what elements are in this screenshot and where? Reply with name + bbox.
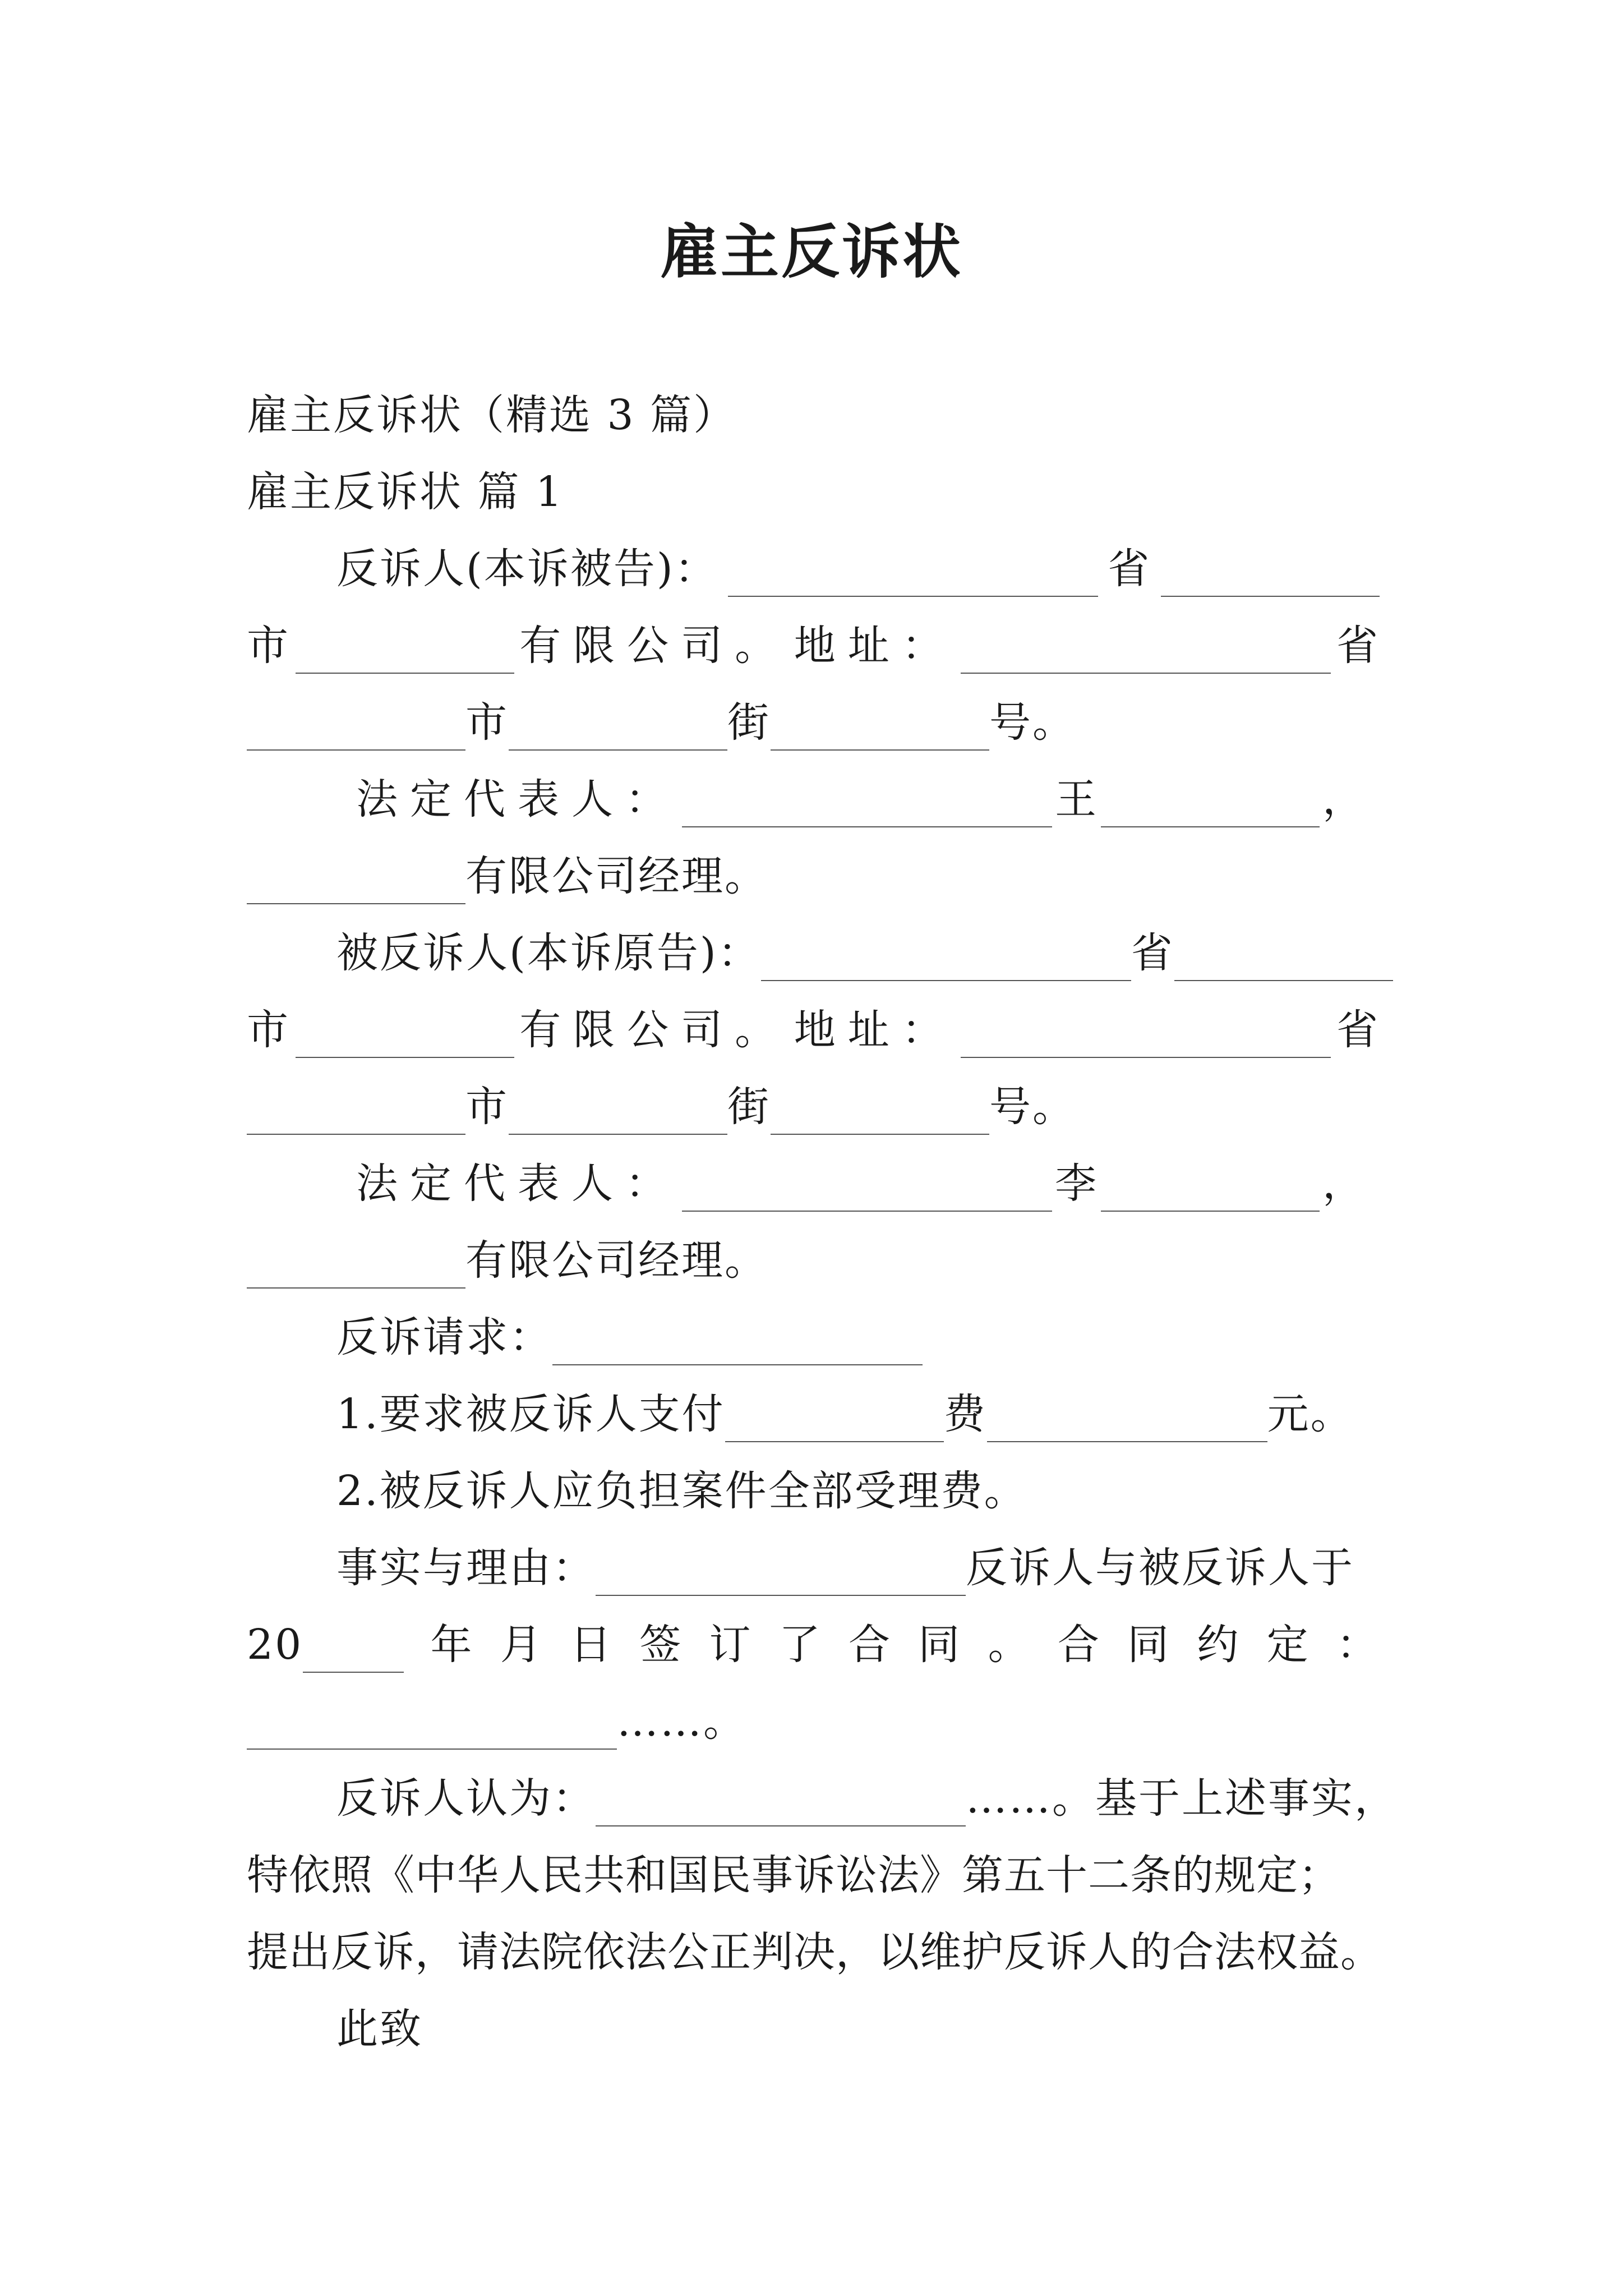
closing: 此致 (336, 2005, 423, 2053)
claim-2: 2.被反诉人应负担案件全部受理费。 (336, 1467, 1027, 1515)
blank-field[interactable] (303, 1628, 404, 1673)
blank-field[interactable] (247, 1244, 465, 1289)
claims-label-line: 反诉请求： (336, 1309, 1469, 1365)
opinion-line-1: 反诉人认为： ……。基于上述事实， (336, 1770, 1469, 1826)
blank-field[interactable] (247, 1705, 617, 1750)
blank-field[interactable] (1161, 552, 1380, 597)
blank-field[interactable] (761, 936, 1131, 981)
section-heading: 雇主反诉状 篇 1 (247, 468, 564, 516)
counter-plaintiff-line-2: 市 有限公司。 地址： 省 (247, 618, 1380, 674)
blank-field[interactable] (247, 859, 465, 904)
blank-field[interactable] (247, 706, 465, 751)
document-title: 雇主反诉状 (660, 217, 963, 286)
blank-field[interactable] (509, 1090, 727, 1135)
facts-line-1: 事实与理由： 反诉人与被反诉人于 (336, 1540, 1469, 1596)
blank-field[interactable] (509, 706, 727, 751)
blank-field[interactable] (296, 629, 514, 674)
facts-line-3: ……。 (247, 1694, 1380, 1750)
counter-plaintiff-line-1: 反诉人(本诉被告)： 省 (336, 541, 1380, 597)
blank-field[interactable] (961, 1013, 1331, 1058)
facts-line-2: 20 年 月 日 签 订 了 合 同 。 合 同 约 定 ： (247, 1617, 1380, 1673)
counter-defendant-rep-line: 法定代表人： 李 ， (356, 1156, 1366, 1212)
opinion-line-3: 提出反诉，请法院依法公正判决，以维护反诉人的合法权益。 (247, 1928, 1382, 1976)
blank-field[interactable] (725, 1397, 944, 1442)
counter-plaintiff-rep-title: 有限公司经理。 (247, 848, 1380, 904)
blank-field[interactable] (682, 783, 1052, 827)
blank-field[interactable] (728, 552, 1098, 597)
counter-defendant-line-2: 市 有限公司。 地址： 省 (247, 1002, 1380, 1058)
blank-field[interactable] (1101, 1167, 1320, 1212)
blank-field[interactable] (1174, 936, 1393, 981)
blank-field[interactable] (987, 1397, 1267, 1442)
claim-1: 1.要求被反诉人支付 费 元。 (336, 1386, 1469, 1442)
counter-defendant-line-1: 被反诉人(本诉原告)： 省 (336, 925, 1380, 981)
counter-plaintiff-line-3: 市 街 号。 (247, 694, 1380, 751)
opinion-line-2: 特依照《中华人民共和国民事诉讼法》第五十二条的规定； (247, 1851, 1340, 1899)
blank-field[interactable] (771, 1090, 989, 1135)
document-subtitle: 雇主反诉状（精选 3 篇） (247, 391, 737, 439)
blank-field[interactable] (247, 1090, 465, 1135)
blank-field[interactable] (296, 1013, 514, 1058)
blank-field[interactable] (596, 1551, 966, 1596)
counter-defendant-line-3: 市 街 号。 (247, 1079, 1380, 1135)
blank-field[interactable] (596, 1782, 966, 1826)
counter-defendant-rep-title: 有限公司经理。 (247, 1232, 1380, 1289)
blank-field[interactable] (771, 706, 989, 751)
blank-field[interactable] (961, 629, 1331, 674)
counter-plaintiff-rep-line: 法定代表人： 王 ， (356, 771, 1366, 827)
blank-field[interactable] (552, 1320, 923, 1365)
blank-field[interactable] (1101, 783, 1320, 827)
blank-field[interactable] (682, 1167, 1052, 1212)
